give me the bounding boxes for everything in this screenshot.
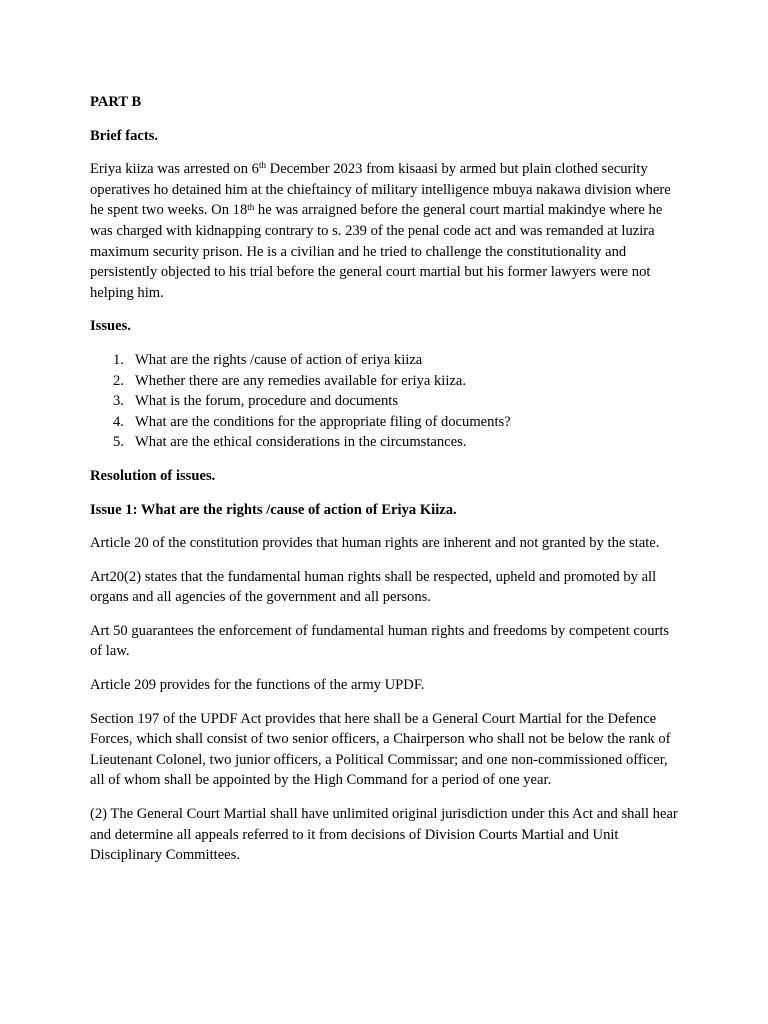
issue-text: What are the conditions for the appropriate filing of documents? [135, 413, 511, 430]
issues-list [90, 350, 680, 453]
issue-1-heading: Issue 1: What are the rights /cause of action of Eriya Kiiza. [90, 501, 457, 518]
issue-number: 2. [113, 372, 124, 389]
issue-item [90, 391, 680, 412]
brief-facts-text-1: Eriya kiiza was arrested on 6 [90, 161, 259, 178]
issues-heading: Issues. [90, 318, 131, 335]
ordinal-suffix-2: th [247, 201, 255, 212]
article-20-2-paragraph: Art20(2) states that the fundamental human rights shall be respected, upheld and promoted by all organs and all agencies of the government and all persons. [90, 568, 657, 606]
document-page [90, 92, 680, 879]
issue-text: What are the rights /cause of action of eriya kiiza [135, 351, 423, 368]
issue-number: 5. [113, 434, 124, 451]
section-197-paragraph: Section 197 of the UPDF Act provides that here shall be a General Court Martial for the Defence Forces, which shall consist of two senior officers, a Chairperson who shall not be below the rank of Lieutenant Colonel, two junior officers, a Political Commissar; and one non-commissioned officer, all of whom shall be appointed by the High Command for a period of one year. [90, 710, 671, 789]
resolution-heading: Resolution of issues. [90, 467, 216, 484]
issue-number: 1. [113, 351, 124, 368]
issue-number: 4. [113, 413, 124, 430]
brief-facts-heading: Brief facts. [90, 127, 159, 144]
issue-item [90, 350, 680, 371]
issue-text: What is the forum, procedure and documents [135, 393, 399, 410]
issue-text: Whether there are any remedies available for eriya kiiza. [135, 372, 467, 389]
ordinal-suffix-1: th [258, 160, 266, 171]
brief-facts-text-3: he was arraigned before the general court martial makindye where he was charged with kidnapping contrary to s. 239 of the penal code act and was remanded at luzira maximum security prison. He is a civilian and he tried to challenge the constitutionality and persistently objected to his trial before the general court martial but his former lawyers were not helping him. [90, 202, 663, 301]
article-20-paragraph: Article 20 of the constitution provides that human rights are inherent and not granted by the state. [90, 535, 660, 552]
issue-number: 3. [113, 393, 124, 410]
section-197-2-paragraph: (2) The General Court Martial shall have unlimited original jurisdiction under this Act and shall hear and determine all appeals referred to it from decisions of Division Courts Martial and Unit Disciplinary Committees. [90, 806, 678, 864]
part-title: PART B [90, 94, 142, 110]
issue-text: What are the ethical considerations in the circumstances. [135, 434, 467, 451]
article-50-paragraph: Art 50 guarantees the enforcement of fundamental human rights and freedoms by competent courts of law. [90, 622, 670, 660]
article-209-paragraph: Article 209 provides for the functions of the army UPDF. [90, 677, 425, 694]
issue-item [90, 432, 680, 453]
brief-facts-text-2: December 2023 from kisaasi by armed but plain clothed security operatives ho detained him at the chieftaincy of military intelligence mbuya nakawa division where he spent two weeks. On 18 [90, 161, 671, 219]
brief-facts-paragraph [90, 159, 680, 303]
issue-item [90, 412, 680, 433]
issue-item [90, 371, 680, 392]
